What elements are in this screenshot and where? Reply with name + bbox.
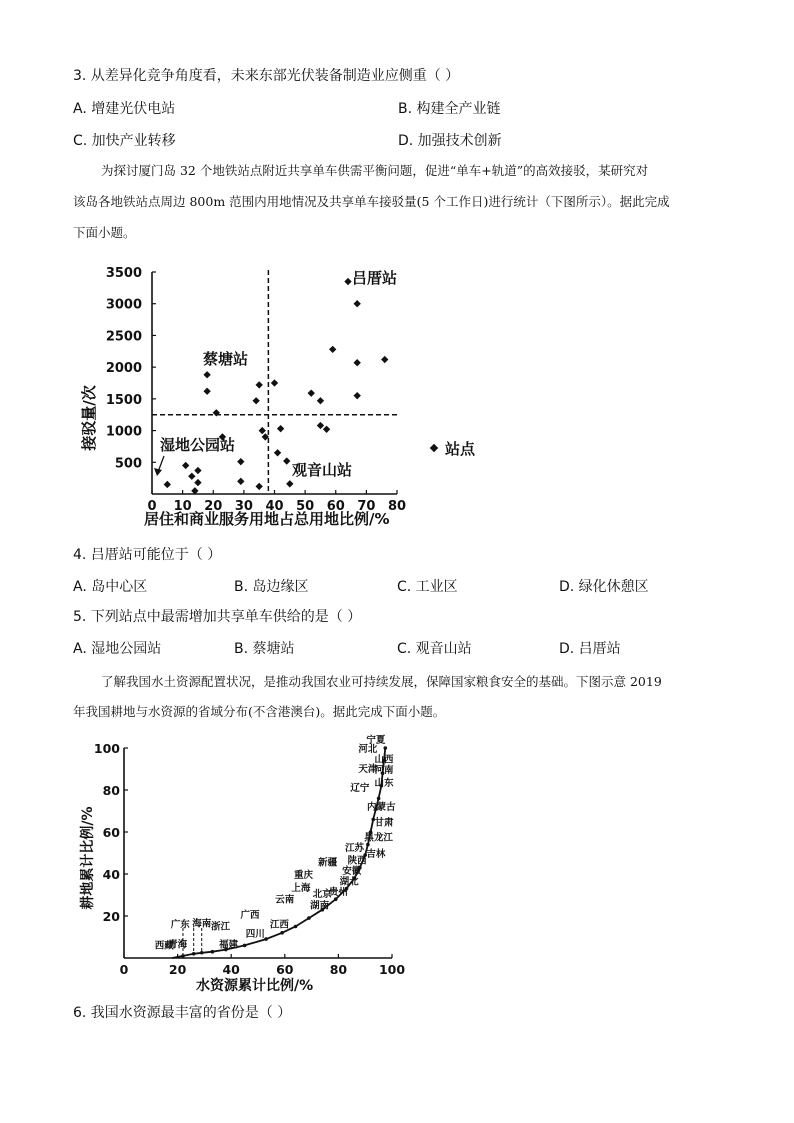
scatter-point <box>344 278 351 285</box>
scatter-point <box>237 478 244 485</box>
cumulative-y-tick-label: 60 <box>102 825 120 840</box>
annotation-shidi: 湿地公园站 <box>160 436 236 454</box>
question-3-option-c: C. 加快产业转移 <box>73 133 176 149</box>
intro-1-line-2: 该岛各地铁站点周边 800m 范围内用地情况及共享单车接驳量(5 个工作日)进行统计（下图所示）。据此完成 <box>73 194 670 209</box>
scatter-y-tick-label: 3500 <box>105 266 142 281</box>
legend-marker <box>430 444 438 452</box>
cumulative-x-axis-label: 水资源累计比例/% <box>196 978 314 994</box>
province-label: 江苏 <box>344 842 364 854</box>
cumulative-x-tick-label: 80 <box>329 962 348 977</box>
province-point <box>377 797 381 801</box>
province-label: 西藏 <box>154 940 174 952</box>
scatter-x-tick-label: 0 <box>147 499 157 514</box>
scatter-point <box>274 449 281 456</box>
question-6-stem: 6. 我国水资源最丰富的省份是（ ） <box>73 1005 292 1021</box>
cumulative-chart <box>76 732 426 994</box>
scatter-point <box>164 481 171 488</box>
question-5-stem: 5. 下列站点中最需增加共享单车供给的是（ ） <box>73 609 362 625</box>
scatter-point <box>194 479 201 486</box>
question-4-option-b: B. 岛边缘区 <box>234 579 309 595</box>
province-label: 广东 <box>170 919 190 931</box>
province-label: 湖北 <box>339 876 359 888</box>
scatter-point <box>323 426 330 433</box>
question-5-option-a: A. 湿地公园站 <box>73 641 162 657</box>
province-label: 辽宁 <box>350 783 370 795</box>
intro-2-line-1: 了解我国水土资源配置状况，是推动我国农业可持续发展，保障国家粮食安全的基础。下图示意 2019 <box>101 674 662 689</box>
scatter-x-tick-label: 10 <box>173 499 192 514</box>
question-3-option-b: B. 构建全产业链 <box>398 101 501 117</box>
intro-1-line-1: 为探讨厦门岛 32 个地铁站点附近共享单车供需平衡问题，促进“单车+轨道”的高效接驳，某研究对 <box>101 163 649 178</box>
scatter-y-tick-label: 1500 <box>105 392 142 408</box>
scatter-point <box>237 458 244 465</box>
scatter-x-tick-label: 60 <box>326 499 345 514</box>
scatter-chart <box>70 258 500 530</box>
cumulative-x-tick-label: 20 <box>168 962 187 977</box>
annotation-arrow-head <box>154 468 162 476</box>
intro-2-line-2: 年我国耕地与水资源的省域分布(不含港澳台)。据此完成下面小题。 <box>73 704 446 719</box>
scatter-point <box>381 356 388 363</box>
province-label: 内蒙古 <box>367 801 396 813</box>
province-point <box>200 951 204 955</box>
province-label: 海南 <box>192 918 212 930</box>
province-label: 青海 <box>168 939 188 951</box>
province-point <box>243 944 247 948</box>
question-3-option-a: A. 增建光伏电站 <box>73 101 176 117</box>
scatter-point <box>277 425 284 432</box>
question-4-stem: 4. 吕厝站可能位于（ ） <box>73 547 222 563</box>
scatter-point <box>286 480 293 487</box>
scatter-point <box>182 462 189 469</box>
scatter-point <box>308 389 315 396</box>
cumulative-y-tick-label: 20 <box>102 909 120 924</box>
legend-label: 站点 <box>445 440 476 458</box>
province-label: 贵州 <box>328 887 348 898</box>
scatter-x-tick-label: 30 <box>234 499 253 514</box>
annotation-lvcuo: 吕厝站 <box>352 269 398 287</box>
scatter-y-tick-label: 2000 <box>105 361 142 377</box>
scatter-point <box>354 359 361 366</box>
province-label: 甘肃 <box>374 817 394 829</box>
province-label: 四川 <box>245 929 265 940</box>
annotation-guanyinshan: 观音山站 <box>292 461 353 479</box>
province-label: 河北 <box>358 744 378 756</box>
scatter-y-tick-label: 2500 <box>105 329 142 345</box>
province-point <box>294 925 298 929</box>
cumulative-x-tick-label: 60 <box>276 962 294 977</box>
scatter-y-tick-label: 3000 <box>105 297 142 313</box>
province-label: 北京 <box>312 889 332 901</box>
question-5-option-c: C. 观音山站 <box>397 641 472 657</box>
cumulative-x-tick-label: 40 <box>222 962 240 977</box>
scatter-point <box>256 483 263 490</box>
scatter-point <box>256 381 263 388</box>
scatter-point <box>354 300 361 307</box>
scatter-point <box>283 457 290 464</box>
scatter-point <box>194 467 201 474</box>
province-label: 山东 <box>374 777 394 789</box>
cumulative-x-tick-label: 100 <box>378 962 406 977</box>
scatter-point <box>354 392 361 399</box>
scatter-point <box>271 379 278 386</box>
scatter-x-tick-label: 40 <box>265 499 284 514</box>
province-label: 新疆 <box>318 857 338 869</box>
province-label: 广西 <box>240 910 260 922</box>
scatter-x-tick-label: 50 <box>296 499 315 514</box>
question-4-option-c: C. 工业区 <box>397 579 458 595</box>
cumulative-y-tick-label: 80 <box>102 783 120 798</box>
scatter-x-axis-label: 居住和商业服务用地占总用地比例/% <box>144 510 390 528</box>
province-label: 重庆 <box>294 870 314 882</box>
annotation-caitang: 蔡塘站 <box>203 350 249 368</box>
scatter-point <box>329 346 336 353</box>
question-4-option-a: A. 岛中心区 <box>73 579 148 595</box>
province-label: 河南 <box>374 765 394 777</box>
province-label: 上海 <box>291 882 311 894</box>
province-label: 云南 <box>275 894 295 906</box>
cumulative-y-tick-label: 40 <box>102 867 120 882</box>
cumulative-y-tick-label: 100 <box>93 741 120 756</box>
scatter-y-axis-label: 接驳量/次 <box>80 385 98 451</box>
province-point <box>181 954 185 958</box>
scatter-x-tick-label: 80 <box>387 499 407 514</box>
province-point <box>307 916 311 920</box>
question-5-option-d: D. 吕厝站 <box>559 641 621 657</box>
province-label: 湖南 <box>310 900 330 912</box>
province-label: 天津 <box>358 764 378 776</box>
scatter-point <box>317 397 324 404</box>
scatter-y-tick-label: 1000 <box>105 424 142 440</box>
province-label: 江西 <box>269 919 289 931</box>
question-4-option-d: D. 绿化休憩区 <box>559 579 649 595</box>
province-label: 浙江 <box>210 921 230 933</box>
province-label: 山西 <box>374 754 394 766</box>
scatter-y-tick-label: 500 <box>114 456 142 472</box>
cumulative-y-axis-label: 耕地累计比例/% <box>80 806 96 910</box>
province-label: 福建 <box>219 939 239 951</box>
question-5-option-b: B. 蔡塘站 <box>234 641 295 657</box>
scatter-point <box>203 388 210 395</box>
scatter-x-tick-label: 20 <box>204 499 223 514</box>
scatter-point <box>203 371 210 378</box>
province-label: 黑龙江 <box>364 832 393 844</box>
question-3-stem: 3. 从差异化竞争角度看，未来东部光伏装备制造业应侧重（ ） <box>73 68 460 84</box>
scatter-point <box>317 422 324 429</box>
scatter-x-tick-label: 70 <box>357 499 376 514</box>
scatter-point <box>259 427 266 434</box>
scatter-point <box>188 473 195 480</box>
province-label: 宁夏 <box>366 734 386 746</box>
province-point <box>280 931 284 935</box>
province-point <box>384 746 388 750</box>
cumulative-x-tick-label: 0 <box>119 962 129 977</box>
province-label: 安徽 <box>342 866 362 877</box>
question-3-option-d: D. 加强技术创新 <box>398 133 502 149</box>
scatter-point <box>252 397 259 404</box>
province-label: 吉林 <box>366 849 386 861</box>
intro-1-line-3: 下面小题。 <box>73 225 136 240</box>
province-label: 陕西 <box>347 855 367 867</box>
province-point <box>211 950 215 954</box>
